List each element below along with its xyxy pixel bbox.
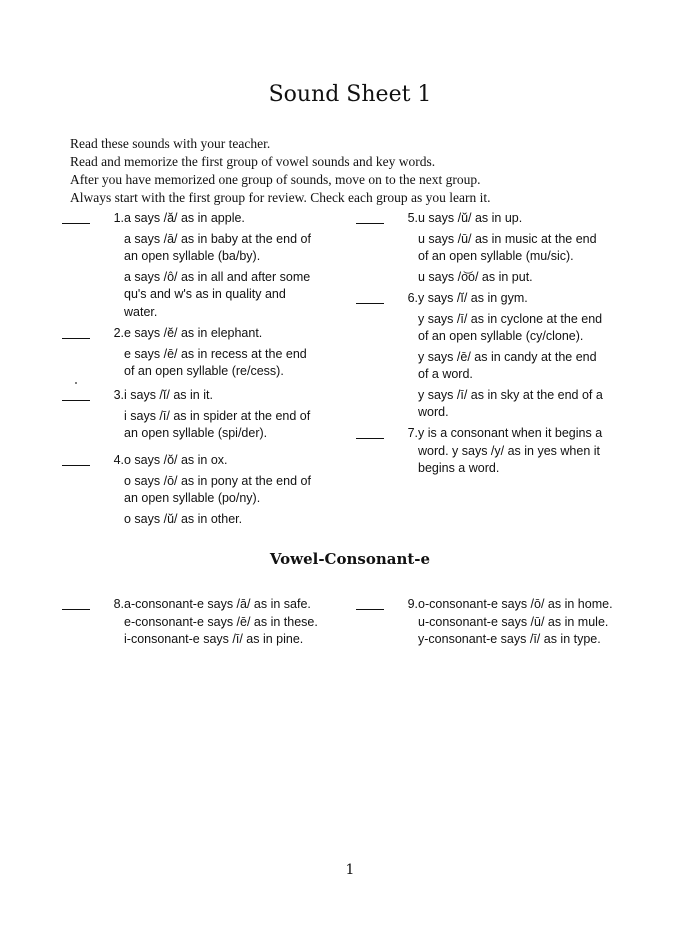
text-line: of an open syllable (cy/clone).	[418, 329, 584, 343]
text-line: i says /ĭ/ as in it.	[124, 388, 213, 402]
item-number: 2.	[113, 326, 124, 340]
text-line: u-consonant-e says /ū/ as in mule.	[418, 614, 609, 629]
text-line: begins a word.	[418, 461, 500, 475]
item-body	[418, 210, 597, 289]
text-line: a-consonant-e says /ā/ as in safe.	[124, 597, 311, 611]
instruction-line: After you have memorized one group of sounds, move on to the next group.	[70, 172, 481, 187]
item-number: 1.	[113, 211, 124, 225]
item-body	[418, 290, 603, 425]
section-heading: Vowel-Consonant-e	[269, 550, 431, 568]
text-line: i says /ī/ as in spider at the end of	[124, 408, 311, 423]
text-line: e-consonant-e says /ē/ as in these.	[124, 614, 318, 629]
text-line: e says /ē/ as in recess at the end	[124, 346, 307, 361]
check-blank[interactable]	[356, 609, 384, 610]
text-line: a says /ă/ as in apple.	[124, 211, 245, 225]
text-line: i-consonant-e says /ī/ as in pine.	[124, 632, 304, 646]
instructions	[70, 135, 650, 207]
page-number: 1	[345, 862, 355, 878]
stray-mark	[75, 382, 77, 384]
text-line: an open syllable (ba/by).	[124, 249, 261, 263]
text-line: qu's and w's as in quality and	[124, 287, 286, 301]
text-line: y says /ĭ/ as in gym.	[418, 291, 528, 305]
text-line: y is a consonant when it begins a	[418, 426, 603, 440]
text-line: y-consonant-e says /ī/ as in type.	[418, 632, 601, 646]
text-line: water.	[124, 304, 158, 319]
instruction-line: Always start with the first group for review. Check each group as you learn it.	[70, 190, 491, 205]
check-blank[interactable]	[62, 400, 90, 401]
text-line: y says /ī/ as in cyclone at the end	[418, 311, 603, 326]
text-line: of an open syllable (re/cess).	[124, 364, 284, 378]
text-line: y says /ī/ as in sky at the end of a	[418, 387, 603, 402]
text-line: o says /ŏ/ as in ox.	[124, 453, 228, 467]
check-blank[interactable]	[62, 465, 90, 466]
text-line: a says /ā/ as in baby at the end of	[124, 231, 311, 246]
text-line: u says /o͝o/ as in put.	[418, 269, 533, 284]
check-blank[interactable]	[62, 609, 90, 610]
item-number: 7.	[407, 426, 418, 440]
check-blank[interactable]	[62, 223, 90, 224]
instruction-line: Read and memorize the first group of vowel sounds and key words.	[70, 154, 436, 169]
item-body	[124, 387, 310, 446]
text-line: an open syllable (spi/der).	[124, 426, 268, 440]
item-number: 9.	[407, 597, 418, 611]
item-body	[418, 425, 602, 481]
text-line: word. y says /y/ as in yes when it	[418, 443, 601, 458]
text-line: o-consonant-e says /ō/ as in home.	[418, 597, 613, 611]
text-line: o says /ō/ as in pony at the end of	[124, 473, 311, 488]
item-number: 5.	[407, 211, 418, 225]
check-blank[interactable]	[356, 438, 384, 439]
text-line: of a word.	[418, 367, 473, 381]
text-line: word.	[418, 405, 449, 419]
text-line: o says /ŭ/ as in other.	[124, 511, 243, 526]
text-line: e says /ĕ/ as in elephant.	[124, 326, 263, 340]
page-title: Sound Sheet 1	[268, 82, 432, 107]
text-line: a says /ô/ as in all and after some	[124, 269, 311, 284]
item-number: 8.	[113, 597, 124, 611]
item-body	[418, 596, 613, 649]
check-blank[interactable]	[62, 338, 90, 339]
text-line: of an open syllable (mu/sic).	[418, 249, 574, 263]
text-line: y says /ē/ as in candy at the end	[418, 349, 597, 364]
text-line: an open syllable (po/ny).	[124, 491, 261, 505]
item-number: 6.	[407, 291, 418, 305]
text-line: u says /ŭ/ as in up.	[418, 211, 523, 225]
check-blank[interactable]	[356, 223, 384, 224]
text-line: u says /ū/ as in music at the end	[418, 231, 597, 246]
item-number: 4.	[113, 453, 124, 467]
item-body	[124, 452, 311, 531]
item-body	[124, 596, 318, 649]
item-body	[124, 210, 311, 324]
item-body	[124, 325, 307, 384]
instruction-line: Read these sounds with your teacher.	[70, 136, 271, 151]
item-number: 3.	[113, 388, 124, 402]
check-blank[interactable]	[356, 303, 384, 304]
